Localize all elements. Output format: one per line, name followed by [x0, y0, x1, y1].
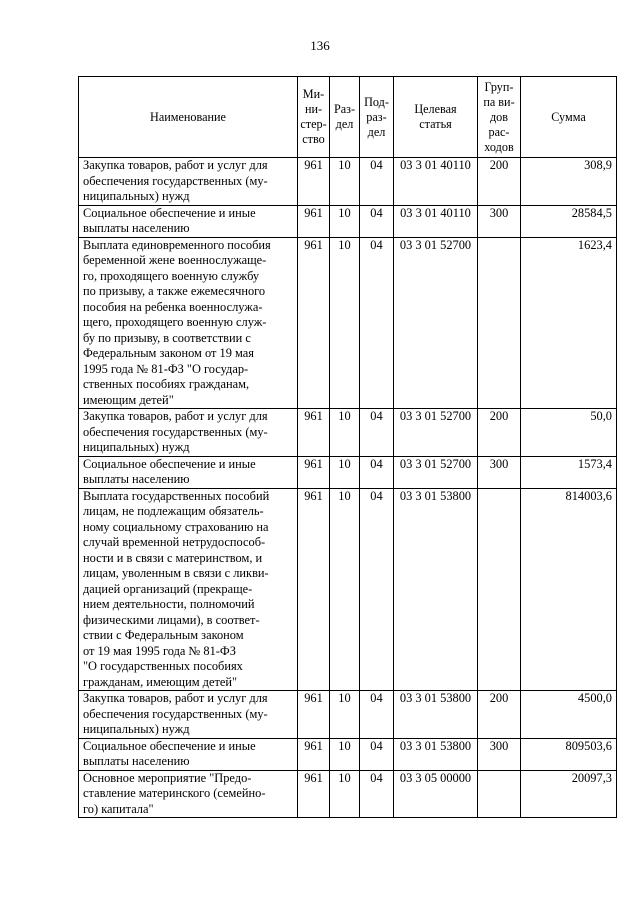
cell-target: 03 3 01 53800: [394, 488, 478, 691]
cell-section: 10: [330, 409, 360, 457]
cell-target: 03 3 05 00000: [394, 770, 478, 818]
table-row: [79, 488, 617, 691]
cell-section: 10: [330, 158, 360, 206]
cell-name: Основное мероприятие "Предо- ставление материнского (семейно- го) капитала": [79, 770, 298, 818]
cell-amount: 1573,4: [521, 456, 617, 488]
cell-amount: 1623,4: [521, 237, 617, 409]
cell-target: 03 3 01 53800: [394, 691, 478, 739]
table-row: [79, 456, 617, 488]
cell-ministry: 961: [298, 456, 330, 488]
cell-name: Социальное обеспечение и иные выплаты населению: [79, 205, 298, 237]
cell-subsection: 04: [360, 158, 394, 206]
cell-section: 10: [330, 691, 360, 739]
cell-target: 03 3 01 52700: [394, 409, 478, 457]
cell-ministry: 961: [298, 738, 330, 770]
cell-amount: 809503,6: [521, 738, 617, 770]
cell-section: 10: [330, 738, 360, 770]
cell-subsection: 04: [360, 691, 394, 739]
table-row: [79, 738, 617, 770]
header-name: Наименование: [79, 77, 298, 158]
cell-subsection: 04: [360, 237, 394, 409]
cell-amount: 50,0: [521, 409, 617, 457]
cell-target: 03 3 01 53800: [394, 738, 478, 770]
cell-subsection: 04: [360, 488, 394, 691]
header-group: Груп- па ви- дов рас- ходов: [478, 77, 521, 158]
header-section: Раз- дел: [330, 77, 360, 158]
cell-name: Закупка товаров, работ и услуг для обеспечения государственных (му- ниципальных) нужд: [79, 158, 298, 206]
cell-ministry: 961: [298, 770, 330, 818]
cell-section: 10: [330, 770, 360, 818]
cell-group: 200: [478, 691, 521, 739]
cell-name: Выплата единовременного пособия беременной жене военнослужаще- го, проходящего военную службу по призыву, а также ежемесячного пособия на ребенка военнослужа- щего, проходящего военную служ- бу по призыву, в соответствии с Федеральным законом от 19 мая 1995 года № 81-ФЗ "О государ- ственных пособиях гражданам, имеющим детей": [79, 237, 298, 409]
table-row: [79, 205, 617, 237]
cell-group: 200: [478, 409, 521, 457]
cell-target: 03 3 01 52700: [394, 456, 478, 488]
cell-name: Выплата государственных пособий лицам, не подлежащим обязатель- ному социальному страхованию на случай временной нетрудоспособ- ности и в связи с материнством, и лицам, уволенным в связи с ликви- дацией организаций (прекраще- нием деятельности, полномочий физическими лицами), в соответ- ствии с Федеральным законом от 19 мая 1995 года № 81-ФЗ "О государственных пособиях гражданам, имеющим детей": [79, 488, 298, 691]
cell-subsection: 04: [360, 409, 394, 457]
cell-subsection: 04: [360, 738, 394, 770]
cell-ministry: 961: [298, 488, 330, 691]
cell-target: 03 3 01 40110: [394, 205, 478, 237]
cell-target: 03 3 01 40110: [394, 158, 478, 206]
cell-group: [478, 488, 521, 691]
cell-ministry: 961: [298, 205, 330, 237]
cell-group: 300: [478, 738, 521, 770]
cell-subsection: 04: [360, 456, 394, 488]
cell-ministry: 961: [298, 237, 330, 409]
table-row: [79, 158, 617, 206]
cell-section: 10: [330, 237, 360, 409]
cell-section: 10: [330, 456, 360, 488]
header-row: [79, 77, 617, 158]
cell-name: Закупка товаров, работ и услуг для обеспечения государственных (му- ниципальных) нужд: [79, 691, 298, 739]
budget-table: [78, 76, 617, 818]
table-body: [79, 158, 617, 818]
header-ministry: Ми- ни- стер- ство: [298, 77, 330, 158]
cell-group: [478, 237, 521, 409]
table-row: [79, 409, 617, 457]
cell-subsection: 04: [360, 205, 394, 237]
cell-group: 300: [478, 456, 521, 488]
page-number: 136: [310, 38, 330, 53]
cell-amount: 814003,6: [521, 488, 617, 691]
cell-section: 10: [330, 205, 360, 237]
cell-ministry: 961: [298, 691, 330, 739]
cell-name: Социальное обеспечение и иные выплаты населению: [79, 738, 298, 770]
header-subsection: Под- раз- дел: [360, 77, 394, 158]
cell-name: Социальное обеспечение и иные выплаты населению: [79, 456, 298, 488]
cell-name: Закупка товаров, работ и услуг для обеспечения государственных (му- ниципальных) нужд: [79, 409, 298, 457]
cell-amount: 4500,0: [521, 691, 617, 739]
cell-ministry: 961: [298, 158, 330, 206]
cell-group: 200: [478, 158, 521, 206]
cell-amount: 20097,3: [521, 770, 617, 818]
header-target: Целевая статья: [394, 77, 478, 158]
table-row: [79, 691, 617, 739]
cell-target: 03 3 01 52700: [394, 237, 478, 409]
table-row: [79, 770, 617, 818]
cell-section: 10: [330, 488, 360, 691]
cell-amount: 28584,5: [521, 205, 617, 237]
cell-ministry: 961: [298, 409, 330, 457]
cell-group: 300: [478, 205, 521, 237]
cell-subsection: 04: [360, 770, 394, 818]
cell-group: [478, 770, 521, 818]
cell-amount: 308,9: [521, 158, 617, 206]
table-header: [79, 77, 617, 158]
table-row: [79, 237, 617, 409]
header-amount: Сумма: [521, 77, 617, 158]
